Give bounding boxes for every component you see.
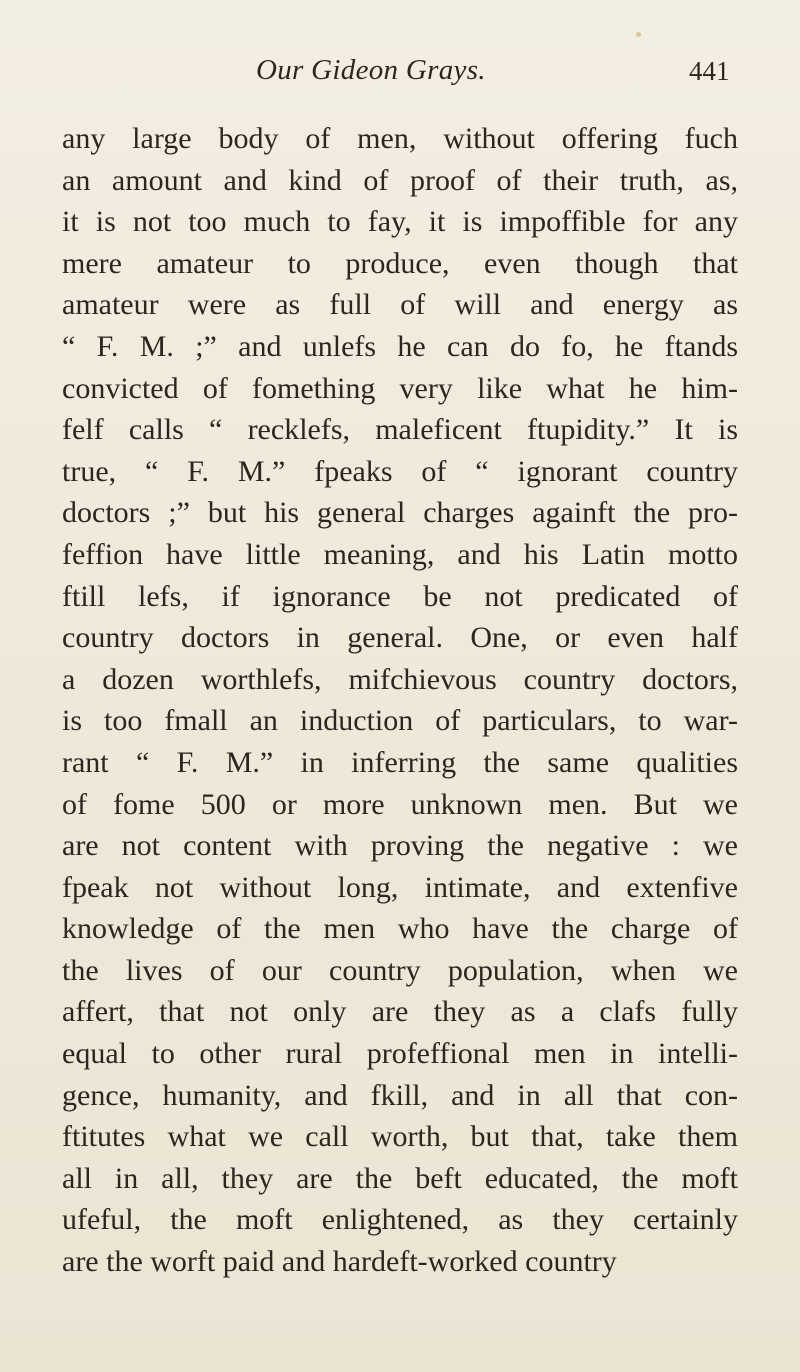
text-line: ufeful, the moft enlightened, as they certainly — [62, 1203, 738, 1237]
text-line: doctors ;” but his general charges againft the pro- — [62, 496, 738, 530]
text-line: amateur were as full of will and energy as — [62, 288, 738, 322]
text-line: felf calls “ recklefs, maleficent ftupidity.” It is — [62, 413, 738, 447]
text-line: are the worft paid and hardeft-worked country — [62, 1245, 617, 1279]
text-line: is too fmall an induction of particulars, to war- — [62, 704, 738, 738]
text-line: ftitutes what we call worth, but that, take them — [62, 1120, 738, 1154]
running-head: Our Gideon Grays. — [256, 54, 486, 86]
text-line: “ F. M. ;” and unlefs he can do fo, he ftands — [62, 329, 738, 363]
page-number: 441 — [689, 56, 730, 86]
text-line: affert, that not only are they as a clafs fully — [62, 995, 738, 1029]
text-line: equal to other rural profeffional men in intelli- — [62, 1037, 738, 1071]
text-line: true, “ F. M.” fpeaks of “ ignorant country — [62, 454, 738, 488]
paper-spot — [636, 32, 641, 37]
text-line: feffion have little meaning, and his Latin motto — [62, 537, 738, 571]
text-line: country doctors in general. One, or even half — [62, 621, 738, 655]
text-line: gence, humanity, and fkill, and in all that con- — [62, 1078, 738, 1112]
text-line: an amount and kind of proof of their truth, as, — [62, 163, 738, 197]
text-line: are not content with proving the negative : we — [62, 829, 738, 863]
text-line: the lives of our country population, when we — [62, 953, 738, 987]
page-header — [0, 48, 800, 88]
text-line: any large body of men, without offering fuch — [62, 122, 738, 155]
text-line: knowledge of the men who have the charge of — [62, 912, 738, 946]
text-line: ftill lefs, if ignorance be not predicated of — [62, 579, 738, 613]
text-line: of fome 500 or more unknown men. But we — [62, 787, 738, 821]
text-line: rant “ F. M.” in inferring the same qualities — [62, 745, 738, 779]
text-line: fpeak not without long, intimate, and extenfive — [62, 870, 738, 904]
text-line: it is not too much to fay, it is impoffible for any — [62, 205, 738, 239]
text-line: convicted of fomething very like what he him- — [62, 371, 738, 405]
text-line: mere amateur to produce, even though that — [62, 246, 738, 280]
text-line: a dozen worthlefs, mifchievous country doctors, — [62, 662, 738, 696]
text-line: all in all, they are the beft educated, the moft — [62, 1161, 738, 1195]
body-text — [62, 118, 738, 1283]
